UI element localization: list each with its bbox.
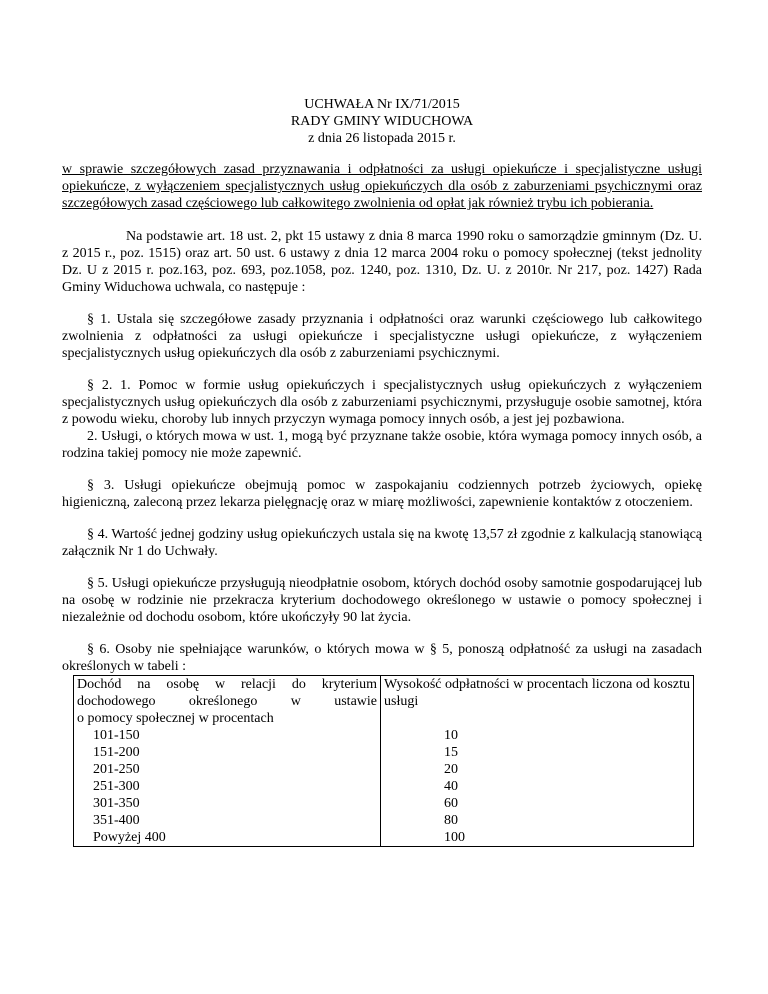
fee-percent: 80: [444, 813, 458, 828]
document-page: [62, 96, 702, 847]
header-income-text: Dochód na osobę w relacji do kryterium dochodowego określonego w ustawie: [77, 677, 377, 709]
income-range: Powyżej 400: [93, 830, 166, 845]
section-4: § 4. Wartość jednej godziny usług opiekuńczych ustala się na kwotę 13,57 zł zgodnie z kalkulacją stanowiącą załącznik Nr 1 do Uchwały.: [62, 527, 702, 559]
fee-percent: 15: [444, 745, 458, 760]
section-3: § 3. Usługi opiekuńcze obejmują pomoc w zaspokajaniu codziennych potrzeb życiowych, opiekę higieniczną, zaleconą przez lekarza pielęgnację oraz w miarę możliwości, zapewnienie kontaktów z otoczeniem.: [62, 478, 702, 510]
section-2-paragraph-1: § 2. 1. Pomoc w formie usług opiekuńczych i specjalistycznych usług opiekuńczych z wyłączeniem specjalistycznych usług opiekuńczych dla osób z zaburzeniami psychicznymi, przysługuje osobie samotnej, która z powodu wieku, choroby lub innych przyczyn wymaga pomocy innych osób, a jest jej pozbawiona.: [62, 378, 702, 427]
fee-percent: 10: [444, 728, 458, 743]
fee-table: [73, 675, 694, 847]
fee-percent: 40: [444, 779, 458, 794]
section-5: § 5. Usługi opiekuńcze przysługują nieodpłatnie osobom, których dochód osoby samotnie gospodarującej lub na osobę w rodzinie nie przekracza kryterium dochodowego określonego w ustawie o pomocy społecznej i niezależnie od dochodu osobom, które ukończyły 90 lat życia.: [62, 576, 702, 625]
header-income-text-end: o pomocy społecznej w procentach: [77, 711, 274, 726]
income-range: 301-350: [93, 796, 140, 811]
resolution-subject: w sprawie szczegółowych zasad przyznawania i odpłatności za usługi opiekuńcze i specjalistyczne usługi opiekuńcze, z wyłączeniem specjalistycznych usług opiekuńczych dla osób z zaburzeniami psychicznymi oraz szczegółowych zasad częściowego lub całkowitego zwolnienia od opłat jak również trybu ich pobierania.: [62, 162, 702, 211]
income-range: 151-200: [93, 745, 140, 760]
fee-table-row: [74, 676, 694, 847]
header-fee-text: Wysokość odpłatności w procentach liczona od kosztu usługi: [384, 677, 690, 709]
income-range: 201-250: [93, 762, 140, 777]
income-range: 101-150: [93, 728, 140, 743]
fee-table-header-fee: [381, 676, 694, 847]
income-range-list: [77, 727, 377, 846]
section-2-paragraph-2: 2. Usługi, o których mowa w ust. 1, mogą być przyznane także osobie, która wymaga pomocy innych osób, a rodzina takiej pomocy nie może zapewnić.: [62, 429, 702, 461]
fee-table-header-income: [74, 676, 381, 847]
fee-percent: 20: [444, 762, 458, 777]
income-range: 251-300: [93, 779, 140, 794]
income-range: 351-400: [93, 813, 140, 828]
fee-percent: 100: [444, 830, 465, 845]
section-6: § 6. Osoby nie spełniające warunków, o których mowa w § 5, ponoszą odpłatność za usługi na zasadach określonych w tabeli :: [62, 642, 702, 674]
title-line-2: RADY GMINY WIDUCHOWA: [290, 114, 474, 129]
fee-percent: 60: [444, 796, 458, 811]
title-line-3: z dnia 26 listopada 2015 r.: [308, 131, 456, 146]
fee-percent-list: [384, 727, 690, 846]
title-line-1: UCHWAŁA Nr IX/71/2015: [304, 97, 460, 112]
legal-basis-paragraph: Na podstawie art. 18 ust. 2, pkt 15 ustawy z dnia 8 marca 1990 roku o samorządzie gminnym (Dz. U. z 2015 r., poz. 1515) oraz art. 50 ust. 6 ustawy z dnia 12 marca 2004 roku o pomocy społecznej (tekst jednolity Dz. U z 2015 r. poz.163, poz. 693, poz.1058, poz. 1240, poz. 1310, Dz. U. z 2010r. Nr 217, poz. 1427) Rada Gminy Widuchowa uchwala, co następuje :: [62, 229, 702, 295]
document-title: [62, 96, 702, 147]
section-1: § 1. Ustala się szczegółowe zasady przyznania i odpłatności oraz warunki częściowego lub całkowitego zwolnienia z odpłatności za usługi opiekuńcze i specjalistyczne usługi opiekuńcze, z wyłączeniem specjalistycznych usług opiekuńczych dla osób z zaburzeniami psychicznymi.: [62, 312, 702, 361]
